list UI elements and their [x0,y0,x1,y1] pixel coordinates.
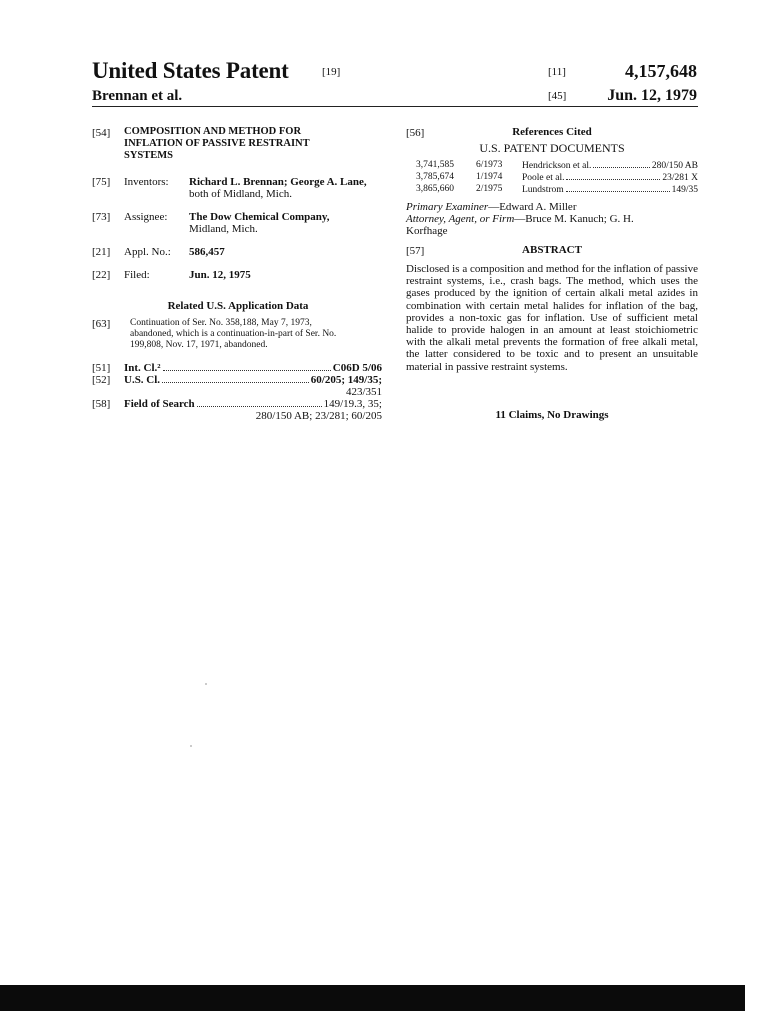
reference-class: 280/150 AB [651,161,698,171]
examiner-value: —Edward A. Miller [488,201,577,213]
title-code: [19] [322,66,341,78]
authors: Brennan et al. [92,88,183,104]
reference-number: 3,741,585 [416,160,454,170]
appl-value: 586,457 [189,246,225,258]
continuation-line: abandoned, which is a continuation-in-part of Ser. No. [130,329,337,339]
inventors-value [189,176,367,200]
appl-code: [21] [92,246,111,258]
invention-title [124,126,310,162]
continuation-text [130,318,336,351]
uscl-value-continued: 423/351 [345,386,382,398]
filed-label: Filed: [124,269,150,281]
reference-date: 2/1975 [476,184,503,194]
assignee-value [189,211,330,235]
invention-title-line: SYSTEMS [124,150,174,161]
reference-number: 3,865,660 [416,184,454,194]
assignee-company: The Dow Chemical Company, [189,211,330,223]
reference-date: 6/1973 [476,160,503,170]
search-label: Field of Search [124,398,195,410]
leader-dots [162,382,309,383]
leader-dots [163,370,331,371]
uscl-primary: 60/205; 149/35; [310,374,382,386]
search-row [124,398,382,410]
inventors-code: [75] [92,176,111,188]
assignee-location: Midland, Mich. [189,223,258,235]
continuation-line: 199,808, Nov. 17, 1971, abandoned. [130,340,268,350]
references-heading: References Cited [512,126,592,138]
refs-code: [56] [406,127,425,139]
reference-date: 1/1974 [476,172,503,182]
uscl-value [311,374,382,386]
inventors-names: Richard L. Brennan; George A. Lane, [189,176,367,188]
references-subheading: U.S. PATENT DOCUMENTS [479,141,625,155]
reference-name: Hendrickson et al. [522,161,592,171]
header-divider [92,106,698,107]
intcl-code: [51] [92,362,111,374]
patent-title-heading: United States Patent [92,58,289,83]
reference-class: 23/281 X [662,173,698,183]
invention-title-line: INFLATION OF PASSIVE RESTRAINT [124,138,310,149]
references-list [416,160,698,196]
inventors-location: both of Midland, Mich. [189,188,292,200]
appl-label: Appl. No.: [124,246,171,258]
leader-dots [197,406,322,407]
attorney [406,213,698,225]
primary-examiner [406,201,576,213]
number-code: [11] [548,66,566,78]
continuation-line: Continuation of Ser. No. 358,188, May 7, 1973, [130,318,312,328]
filed-value: Jun. 12, 1975 [189,269,251,281]
scan-footer-bar [0,985,745,1011]
claims-summary: 11 Claims, No Drawings [495,409,609,421]
leader-dots [593,167,649,168]
reference-row [416,184,698,196]
reference-number: 3,785,674 [416,172,454,182]
intcl-label: Int. Cl.² [124,362,161,374]
reference-name-row [522,160,698,172]
invention-title-line: COMPOSITION AND METHOD FOR [124,126,302,137]
patent-date: Jun. 12, 1979 [607,87,697,104]
uscl-row [124,374,382,386]
reference-name: Poole et al. [522,173,565,183]
leader-dots [566,191,670,192]
abstract-text: Disclosed is a composition and method for the inflation of passive restraint systems, i.e., crash bags. The method, which uses the gases produced by the ignition of certain alkali metal azides in combination with certain metal halides for inflation of the bag, provides a non-toxic gas for inflation. Use of sufficient metal halide to provide halogen in an amount at least stoichiometric with the alkali metal prevents the formation of free alkali metal, the latter considered to be toxic and to present an unsuitable material in passive restraint systems. [406,263,698,373]
search-value: 149/19.3, 35; [323,398,382,410]
title-field-code: [54] [92,127,111,139]
assignee-label: Assignee: [124,211,168,223]
abstract-code: [57] [406,245,425,257]
reference-name-row [522,172,698,184]
date-code: [45] [548,90,567,102]
reference-row [416,160,698,172]
leader-dots [566,179,660,180]
uscl-code: [52] [92,374,111,386]
scan-speck [190,745,192,747]
inventors-label: Inventors: [124,176,169,188]
scan-speck [205,683,207,685]
search-value-continued: 280/150 AB; 23/281; 60/205 [255,410,382,422]
continuation-code: [63] [92,318,111,330]
search-code: [58] [92,398,111,410]
abstract-heading: ABSTRACT [522,244,582,256]
attorney-label: Attorney, Agent, or Firm [406,213,515,225]
related-data-heading: Related U.S. Application Data [167,300,309,312]
reference-class: 149/35 [671,185,698,195]
intcl-value: C06D 5/06 [332,362,382,374]
filed-code: [22] [92,269,111,281]
assignee-code: [73] [92,211,111,223]
intcl-row [124,362,382,374]
attorney-continued: Korfhage [406,225,448,237]
examiner-label: Primary Examiner [406,201,489,213]
uscl-label: U.S. Cl. [124,374,161,386]
patent-number: 4,157,648 [625,61,697,81]
reference-name-row [522,184,698,196]
attorney-value: —Bruce M. Kanuch; G. H. [514,213,634,225]
reference-row [416,172,698,184]
reference-name: Lundstrom [522,185,564,195]
